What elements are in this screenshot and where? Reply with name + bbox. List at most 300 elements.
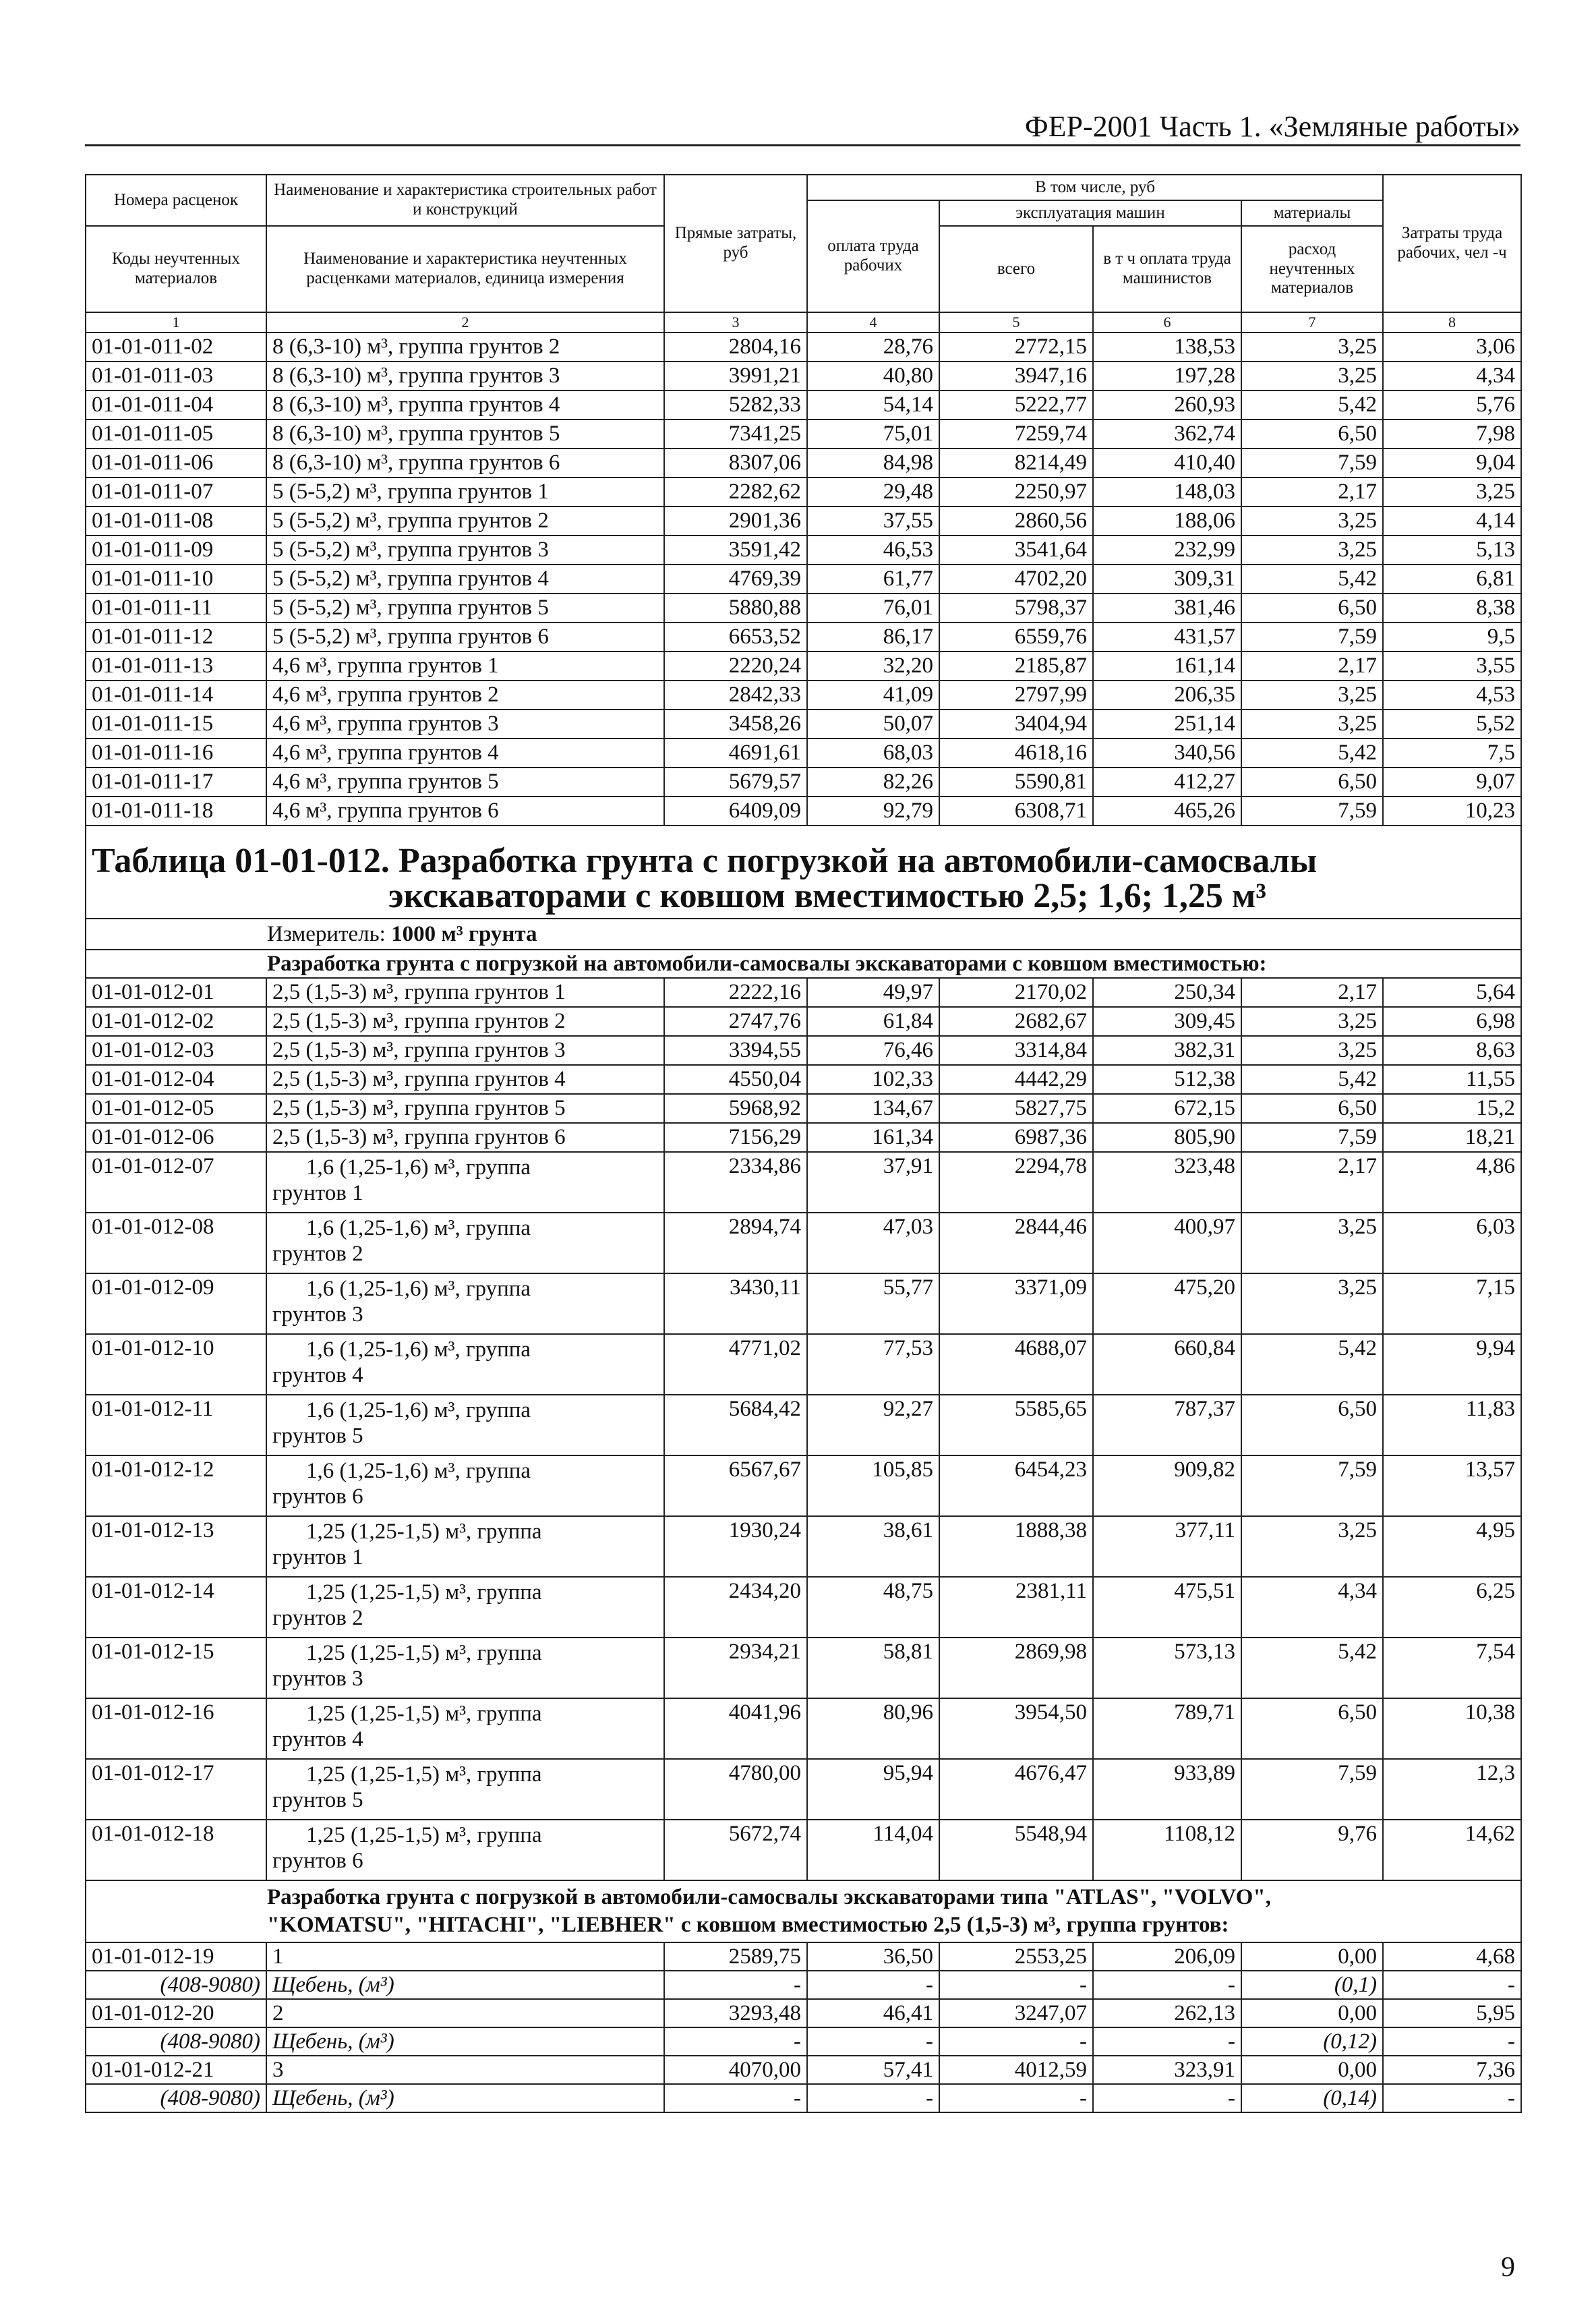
labor-hours-cell: 4,95	[1383, 1516, 1521, 1577]
machine-total-cell: 5798,37	[939, 594, 1093, 623]
machine-total-cell: 2869,98	[939, 1638, 1093, 1698]
work-name-cell: 2,5 (1,5-3) м³, группа грунтов 1	[266, 978, 664, 1007]
material-amount-cell: (0,14)	[1241, 2084, 1383, 2112]
header-rate-numbers: Номера расценок	[86, 175, 266, 226]
labor-pay-cell: 28,76	[807, 333, 939, 362]
rate-code-cell: 01-01-012-14	[86, 1577, 266, 1638]
direct-cost-cell: 5282,33	[664, 391, 807, 420]
work-name-cell: 4,6 м³, группа грунтов 1	[266, 652, 664, 681]
operator-pay-cell: 309,45	[1093, 1007, 1241, 1036]
labor-pay-cell: 55,77	[807, 1273, 939, 1334]
operator-pay-cell: 410,40	[1093, 449, 1241, 478]
machine-total-cell: 2844,46	[939, 1213, 1093, 1273]
table-row	[86, 1698, 1521, 1759]
machine-total-cell: 2294,78	[939, 1152, 1093, 1213]
labor-hours-cell: 5,64	[1383, 978, 1521, 1007]
machine-total-cell: 3371,09	[939, 1273, 1093, 1334]
rate-code-cell: 01-01-012-08	[86, 1213, 266, 1273]
rate-code-cell: 01-01-012-07	[86, 1152, 266, 1213]
machine-total-cell: 2860,56	[939, 507, 1093, 536]
rate-code-cell: 01-01-011-10	[86, 565, 266, 594]
direct-cost-cell: 4550,04	[664, 1065, 807, 1094]
operator-pay-cell: 660,84	[1093, 1334, 1241, 1395]
material-code-cell: (408-9080)	[86, 2027, 266, 2056]
operator-pay-cell: 262,13	[1093, 1999, 1241, 2027]
labor-pay-cell: 82,26	[807, 768, 939, 797]
work-name-line-2: грунтов 3	[272, 1666, 363, 1691]
labor-hours-cell: 11,55	[1383, 1065, 1521, 1094]
machine-total-cell: 4012,59	[939, 2056, 1093, 2084]
header-rule	[85, 144, 1520, 146]
labor-hours-cell: 7,54	[1383, 1638, 1521, 1698]
table-row	[86, 797, 1521, 826]
labor-hours-cell: 4,86	[1383, 1152, 1521, 1213]
operator-pay-cell: 382,31	[1093, 1036, 1241, 1065]
work-name-cell: 4,6 м³, группа грунтов 3	[266, 710, 664, 739]
work-name-cell: 2,5 (1,5-3) м³, группа грунтов 2	[266, 1007, 664, 1036]
material-code-cell: (408-9080)	[86, 1971, 266, 1999]
table-row	[86, 420, 1521, 449]
direct-cost-cell: 6653,52	[664, 623, 807, 652]
materials-cell: 7,59	[1241, 449, 1383, 478]
work-name-cell	[266, 1334, 664, 1395]
table-row	[86, 1516, 1521, 1577]
table-row	[86, 565, 1521, 594]
labor-hours-cell: 9,04	[1383, 449, 1521, 478]
material-row	[86, 1971, 1521, 1999]
material-name-cell: Щебень, (м³)	[266, 2027, 664, 2056]
header-including: В том числе, руб	[807, 175, 1383, 200]
work-name-line-1: 1,25 (1,25-1,5) м³, группа	[306, 1580, 542, 1605]
work-name-cell	[266, 1577, 664, 1638]
labor-hours-cell: 18,21	[1383, 1123, 1521, 1152]
machine-total-cell: 3954,50	[939, 1698, 1093, 1759]
labor-pay-cell: 61,77	[807, 565, 939, 594]
materials-cell: 5,42	[1241, 1065, 1383, 1094]
material-value-cell: -	[1383, 1971, 1521, 1999]
materials-cell: 7,59	[1241, 1123, 1383, 1152]
col-number: 4	[807, 312, 939, 333]
direct-cost-cell: 2589,75	[664, 1942, 807, 1971]
materials-cell: 3,25	[1241, 333, 1383, 362]
operator-pay-cell: 512,38	[1093, 1065, 1241, 1094]
work-name-cell: 5 (5-5,2) м³, группа грунтов 3	[266, 536, 664, 565]
material-amount-cell: (0,1)	[1241, 1971, 1383, 1999]
table-row	[86, 478, 1521, 507]
labor-pay-cell: 84,98	[807, 449, 939, 478]
direct-cost-cell: 2334,86	[664, 1152, 807, 1213]
labor-pay-cell: 68,03	[807, 739, 939, 768]
labor-pay-cell: 49,97	[807, 978, 939, 1007]
rate-code-cell: 01-01-011-11	[86, 594, 266, 623]
work-name-cell: 4,6 м³, группа грунтов 5	[266, 768, 664, 797]
labor-pay-cell: 41,09	[807, 681, 939, 710]
work-name-line-1: 1,25 (1,25-1,5) м³, группа	[306, 1520, 542, 1544]
rate-code-cell: 01-01-012-12	[86, 1455, 266, 1516]
col-number: 7	[1241, 312, 1383, 333]
rates-table	[85, 174, 1522, 2113]
header-material-names: Наименование и характеристика неучтенных расценками материалов, единица измерения	[266, 226, 664, 312]
labor-pay-cell: 48,75	[807, 1577, 939, 1638]
materials-cell: 2,17	[1241, 978, 1383, 1007]
labor-pay-cell: 46,53	[807, 536, 939, 565]
col-number: 2	[266, 312, 664, 333]
labor-hours-cell: 9,94	[1383, 1334, 1521, 1395]
table-row	[86, 1455, 1521, 1516]
table-row	[86, 710, 1521, 739]
work-name-cell	[266, 1698, 664, 1759]
labor-pay-cell: 54,14	[807, 391, 939, 420]
material-value-cell: -	[939, 2084, 1093, 2112]
materials-cell: 7,59	[1241, 1455, 1383, 1516]
work-name-cell: 3	[266, 2056, 664, 2084]
machine-total-cell: 6559,76	[939, 623, 1093, 652]
operator-pay-cell: 381,46	[1093, 594, 1241, 623]
labor-hours-cell: 3,55	[1383, 652, 1521, 681]
labor-pay-cell: 29,48	[807, 478, 939, 507]
labor-hours-cell: 9,07	[1383, 768, 1521, 797]
work-name-cell: 4,6 м³, группа грунтов 4	[266, 739, 664, 768]
labor-hours-cell: 5,95	[1383, 1999, 1521, 2027]
machine-total-cell: 2185,87	[939, 652, 1093, 681]
work-name-cell: 2,5 (1,5-3) м³, группа грунтов 3	[266, 1036, 664, 1065]
materials-cell: 0,00	[1241, 1999, 1383, 2027]
work-name-cell: 2,5 (1,5-3) м³, группа грунтов 5	[266, 1094, 664, 1123]
direct-cost-cell: 5684,42	[664, 1395, 807, 1455]
labor-hours-cell: 3,25	[1383, 478, 1521, 507]
group-heading-1: Разработка грунта с погрузкой на автомобили-самосвалы экскаваторами с ковшом вместимостью:	[86, 950, 1521, 978]
labor-hours-cell: 5,76	[1383, 391, 1521, 420]
direct-cost-cell: 2934,21	[664, 1638, 807, 1698]
rate-code-cell: 01-01-011-04	[86, 391, 266, 420]
material-value-cell: -	[939, 2027, 1093, 2056]
material-value-cell: -	[1093, 2027, 1241, 2056]
work-name-cell: 5 (5-5,2) м³, группа грунтов 5	[266, 594, 664, 623]
table-title-line-2	[92, 879, 1514, 914]
work-name-line-2: грунтов 1	[272, 1180, 363, 1205]
work-name-cell	[266, 1820, 664, 1880]
direct-cost-cell: 2222,16	[664, 978, 807, 1007]
work-name-line-1: 1,6 (1,25-1,6) м³, группа	[306, 1398, 531, 1422]
table-row	[86, 507, 1521, 536]
material-code-cell: (408-9080)	[86, 2084, 266, 2112]
direct-cost-cell: 3591,42	[664, 536, 807, 565]
labor-hours-cell: 9,5	[1383, 623, 1521, 652]
material-value-cell: -	[1383, 2027, 1521, 2056]
table-row	[86, 1007, 1521, 1036]
work-name-line-1: 1,25 (1,25-1,5) м³, группа	[306, 1823, 542, 1847]
table-row	[86, 1094, 1521, 1123]
operator-pay-cell: 1108,12	[1093, 1820, 1241, 1880]
rate-code-cell: 01-01-012-20	[86, 1999, 266, 2027]
work-name-line-2: грунтов 4	[272, 1727, 363, 1752]
material-value-cell: -	[1383, 2084, 1521, 2112]
work-name-line-2: грунтов 2	[272, 1241, 363, 1266]
direct-cost-cell: 7156,29	[664, 1123, 807, 1152]
labor-pay-cell: 32,20	[807, 652, 939, 681]
machine-total-cell: 4676,47	[939, 1759, 1093, 1820]
rate-code-cell: 01-01-012-18	[86, 1820, 266, 1880]
direct-cost-cell: 4771,02	[664, 1334, 807, 1395]
table-row	[86, 1759, 1521, 1820]
operator-pay-cell: 787,37	[1093, 1395, 1241, 1455]
machine-total-cell: 6987,36	[939, 1123, 1093, 1152]
direct-cost-cell: 7341,25	[664, 420, 807, 449]
work-name-line-1: 1,6 (1,25-1,6) м³, группа	[306, 1277, 531, 1301]
rate-code-cell: 01-01-012-16	[86, 1698, 266, 1759]
operator-pay-cell: 431,57	[1093, 623, 1241, 652]
rate-code-cell: 01-01-012-04	[86, 1065, 266, 1094]
labor-pay-cell: 36,50	[807, 1942, 939, 1971]
materials-cell: 5,42	[1241, 565, 1383, 594]
work-name-line-1: 1,25 (1,25-1,5) м³, группа	[306, 1702, 542, 1726]
direct-cost-cell: 4769,39	[664, 565, 807, 594]
header-work-name: Наименование и характеристика строительных работ и конструкций	[266, 175, 664, 226]
labor-hours-cell: 14,62	[1383, 1820, 1521, 1880]
work-name-cell: 5 (5-5,2) м³, группа грунтов 1	[266, 478, 664, 507]
labor-hours-cell: 15,2	[1383, 1094, 1521, 1123]
materials-cell: 6,50	[1241, 768, 1383, 797]
labor-hours-cell: 4,14	[1383, 507, 1521, 536]
rate-code-cell: 01-01-011-17	[86, 768, 266, 797]
header-materials: материалы	[1241, 200, 1383, 226]
table-row	[86, 1395, 1521, 1455]
work-name-cell	[266, 1455, 664, 1516]
machine-total-cell: 5222,77	[939, 391, 1093, 420]
materials-cell: 3,25	[1241, 710, 1383, 739]
labor-pay-cell: 105,85	[807, 1455, 939, 1516]
operator-pay-cell: 188,06	[1093, 507, 1241, 536]
materials-cell: 3,25	[1241, 1273, 1383, 1334]
work-name-line-1: 1,6 (1,25-1,6) м³, группа	[306, 1459, 531, 1483]
header-direct-costs: Прямые затраты, руб	[664, 175, 807, 312]
work-name-cell: 8 (6,3-10) м³, группа грунтов 5	[266, 420, 664, 449]
rate-code-cell: 01-01-012-21	[86, 2056, 266, 2084]
direct-cost-cell: 4041,96	[664, 1698, 807, 1759]
labor-pay-cell: 50,07	[807, 710, 939, 739]
rate-code-cell: 01-01-011-14	[86, 681, 266, 710]
materials-cell: 2,17	[1241, 1152, 1383, 1213]
direct-cost-cell: 4780,00	[664, 1759, 807, 1820]
direct-cost-cell: 5679,57	[664, 768, 807, 797]
running-head: ФЕР-2001 Часть 1. «Земляные работы»	[1024, 110, 1520, 143]
direct-cost-cell: 2220,24	[664, 652, 807, 681]
material-value-cell: -	[664, 1971, 807, 1999]
material-amount-cell: (0,12)	[1241, 2027, 1383, 2056]
work-name-cell: 8 (6,3-10) м³, группа грунтов 6	[266, 449, 664, 478]
machine-total-cell: 2772,15	[939, 333, 1093, 362]
work-name-cell: 8 (6,3-10) м³, группа грунтов 2	[266, 333, 664, 362]
labor-pay-cell: 47,03	[807, 1213, 939, 1273]
machine-total-cell: 8214,49	[939, 449, 1093, 478]
labor-pay-cell: 40,80	[807, 362, 939, 391]
machine-total-cell: 4702,20	[939, 565, 1093, 594]
table-row	[86, 1213, 1521, 1273]
direct-cost-cell: 2842,33	[664, 681, 807, 710]
material-value-cell: -	[1093, 1971, 1241, 1999]
rate-code-cell: 01-01-012-15	[86, 1638, 266, 1698]
table-row	[86, 391, 1521, 420]
labor-hours-cell: 12,3	[1383, 1759, 1521, 1820]
work-name-line-1: 1,25 (1,25-1,5) м³, группа	[306, 1762, 542, 1787]
table-012-group2	[86, 1880, 1521, 1942]
work-name-line-2: грунтов 2	[272, 1605, 363, 1630]
work-name-line-2: грунтов 5	[272, 1423, 363, 1448]
labor-hours-cell: 7,98	[1383, 420, 1521, 449]
direct-cost-cell: 3430,11	[664, 1273, 807, 1334]
work-name-cell	[266, 1152, 664, 1213]
direct-cost-cell: 2901,36	[664, 507, 807, 536]
operator-pay-cell: 260,93	[1093, 391, 1241, 420]
table-012-body	[86, 978, 1521, 1880]
labor-pay-cell: 77,53	[807, 1334, 939, 1395]
work-name-cell	[266, 1273, 664, 1334]
labor-pay-cell: 61,84	[807, 1007, 939, 1036]
material-value-cell: -	[1093, 2084, 1241, 2112]
table-row	[86, 1942, 1521, 1971]
work-name-cell	[266, 1638, 664, 1698]
labor-pay-cell: 58,81	[807, 1638, 939, 1698]
labor-hours-cell: 11,83	[1383, 1395, 1521, 1455]
materials-cell: 3,25	[1241, 536, 1383, 565]
machine-total-cell: 2682,67	[939, 1007, 1093, 1036]
machine-total-cell: 5548,94	[939, 1820, 1093, 1880]
labor-pay-cell: 76,46	[807, 1036, 939, 1065]
labor-pay-cell: 134,67	[807, 1094, 939, 1123]
rate-code-cell: 01-01-012-19	[86, 1942, 266, 1971]
material-value-cell: -	[807, 2084, 939, 2112]
operator-pay-cell: 323,91	[1093, 2056, 1241, 2084]
work-name-cell: 1	[266, 1942, 664, 1971]
labor-hours-cell: 5,52	[1383, 710, 1521, 739]
operator-pay-cell: 309,31	[1093, 565, 1241, 594]
operator-pay-cell: 161,14	[1093, 652, 1241, 681]
material-value-cell: -	[939, 1971, 1093, 1999]
work-name-cell: 5 (5-5,2) м³, группа грунтов 4	[266, 565, 664, 594]
table-row	[86, 681, 1521, 710]
labor-hours-cell: 8,63	[1383, 1036, 1521, 1065]
labor-pay-cell: 95,94	[807, 1759, 939, 1820]
machine-total-cell: 5590,81	[939, 768, 1093, 797]
work-name-cell: 2	[266, 1999, 664, 2027]
work-name-line-1: 1,6 (1,25-1,6) м³, группа	[306, 1337, 531, 1362]
work-name-cell: 8 (6,3-10) м³, группа грунтов 4	[266, 391, 664, 420]
labor-hours-cell: 5,13	[1383, 536, 1521, 565]
operator-pay-cell: 206,35	[1093, 681, 1241, 710]
col-number: 5	[939, 312, 1093, 333]
table-row	[86, 1334, 1521, 1395]
rate-code-cell: 01-01-011-15	[86, 710, 266, 739]
labor-hours-cell: 6,25	[1383, 1577, 1521, 1638]
header-labor-pay: оплата труда рабочих	[807, 200, 939, 312]
labor-hours-cell: 6,03	[1383, 1213, 1521, 1273]
material-value-cell: -	[664, 2027, 807, 2056]
operator-pay-cell: 340,56	[1093, 739, 1241, 768]
materials-cell: 7,59	[1241, 1759, 1383, 1820]
operator-pay-cell: 232,99	[1093, 536, 1241, 565]
table-row	[86, 536, 1521, 565]
machine-total-cell: 5585,65	[939, 1395, 1093, 1455]
work-name-line-2: грунтов 6	[272, 1848, 363, 1873]
labor-hours-cell: 10,38	[1383, 1698, 1521, 1759]
work-name-cell	[266, 1213, 664, 1273]
rate-code-cell: 01-01-011-18	[86, 797, 266, 826]
table-row	[86, 1820, 1521, 1880]
material-value-cell: -	[807, 2027, 939, 2056]
operator-pay-cell: 672,15	[1093, 1094, 1241, 1123]
machine-total-cell: 4688,07	[939, 1334, 1093, 1395]
operator-pay-cell: 909,82	[1093, 1455, 1241, 1516]
machine-total-cell: 2381,11	[939, 1577, 1093, 1638]
materials-cell: 5,42	[1241, 391, 1383, 420]
work-name-cell: 4,6 м³, группа грунтов 6	[266, 797, 664, 826]
work-name-line-2: грунтов 5	[272, 1787, 363, 1812]
direct-cost-cell: 3293,48	[664, 1999, 807, 2027]
measure-label: Измеритель:	[267, 921, 392, 946]
table-row	[86, 333, 1521, 362]
work-name-cell: 5 (5-5,2) м³, группа грунтов 2	[266, 507, 664, 536]
rate-code-cell: 01-01-012-13	[86, 1516, 266, 1577]
materials-cell: 3,25	[1241, 362, 1383, 391]
table-011-body	[86, 333, 1521, 826]
rate-code-cell: 01-01-012-01	[86, 978, 266, 1007]
materials-cell: 6,50	[1241, 1395, 1383, 1455]
table-title-line-1: Таблица 01-01-012. Разработка грунта с погрузкой на автомобили-самосвалы	[92, 842, 1318, 880]
machine-total-cell: 2250,97	[939, 478, 1093, 507]
work-name-line-2: грунтов 4	[272, 1362, 363, 1387]
direct-cost-cell: 4070,00	[664, 2056, 807, 2084]
labor-pay-cell: 75,01	[807, 420, 939, 449]
operator-pay-cell: 475,20	[1093, 1273, 1241, 1334]
direct-cost-cell: 4691,61	[664, 739, 807, 768]
materials-cell: 2,17	[1241, 652, 1383, 681]
machine-total-cell: 2170,02	[939, 978, 1093, 1007]
materials-cell: 6,50	[1241, 594, 1383, 623]
direct-cost-cell: 8307,06	[664, 449, 807, 478]
table-012-pair-body	[86, 1942, 1521, 2112]
labor-pay-cell: 86,17	[807, 623, 939, 652]
material-value-cell: -	[664, 2084, 807, 2112]
materials-cell: 0,00	[1241, 2056, 1383, 2084]
operator-pay-cell: 400,97	[1093, 1213, 1241, 1273]
work-name-line-2: грунтов 6	[272, 1484, 363, 1509]
work-name-line-2: грунтов 3	[272, 1302, 363, 1327]
labor-pay-cell: 76,01	[807, 594, 939, 623]
direct-cost-cell: 2282,62	[664, 478, 807, 507]
material-row	[86, 2084, 1521, 2112]
materials-cell: 2,17	[1241, 478, 1383, 507]
direct-cost-cell: 6409,09	[664, 797, 807, 826]
materials-cell: 7,59	[1241, 797, 1383, 826]
materials-cell: 6,50	[1241, 1094, 1383, 1123]
material-value-cell: -	[807, 1971, 939, 1999]
header-operator-pay: в т ч оплата труда машинистов	[1093, 226, 1241, 312]
rates-table-wrapper	[85, 174, 1520, 2113]
col-number: 6	[1093, 312, 1241, 333]
materials-cell: 6,50	[1241, 1698, 1383, 1759]
machine-total-cell: 1888,38	[939, 1516, 1093, 1577]
labor-pay-cell: 161,34	[807, 1123, 939, 1152]
header-machine-total: всего	[939, 226, 1093, 312]
labor-pay-cell: 37,91	[807, 1152, 939, 1213]
operator-pay-cell: 138,53	[1093, 333, 1241, 362]
work-name-line-1: 1,6 (1,25-1,6) м³, группа	[306, 1216, 531, 1240]
operator-pay-cell: 148,03	[1093, 478, 1241, 507]
table-title-line-2-text: экскаваторами с ковшом вместимостью 2,5; 1,6; 1,25 м³	[388, 877, 1266, 915]
material-name-cell: Щебень, (м³)	[266, 1971, 664, 1999]
materials-cell: 3,25	[1241, 1516, 1383, 1577]
rate-code-cell: 01-01-012-03	[86, 1036, 266, 1065]
